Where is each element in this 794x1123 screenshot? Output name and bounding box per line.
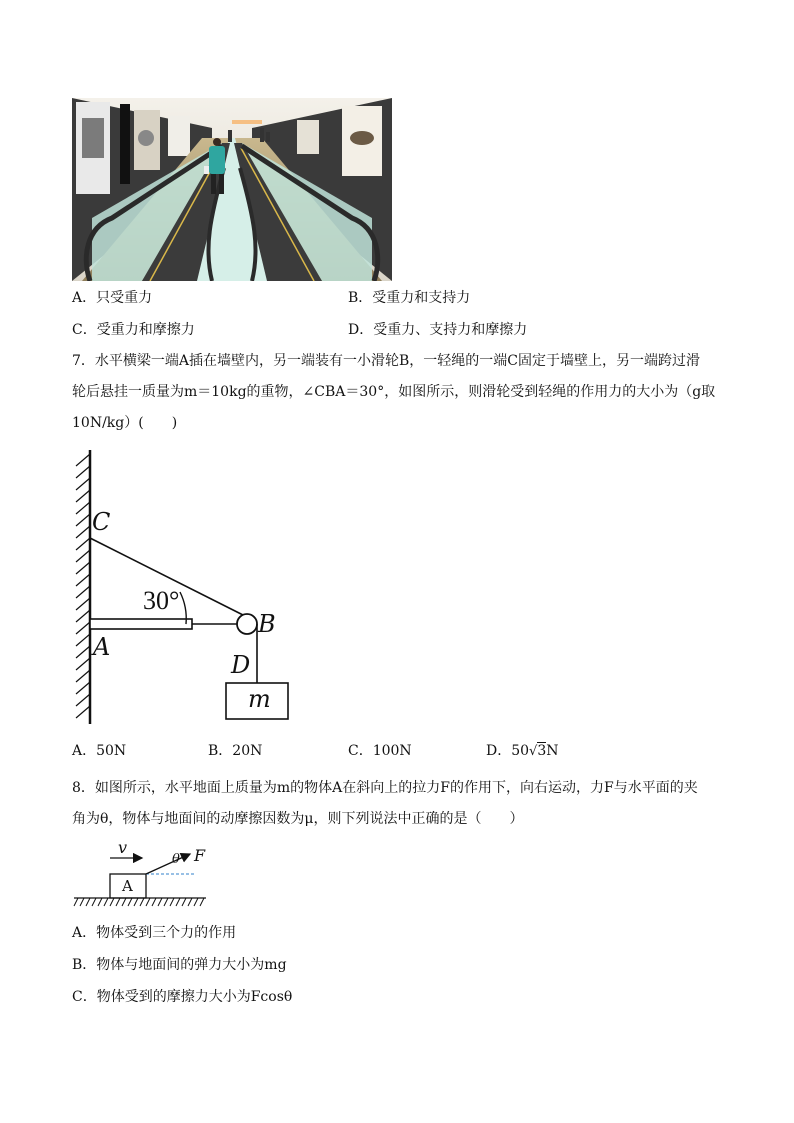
q7-label-m: m xyxy=(248,685,271,713)
pulley xyxy=(237,614,257,634)
q7-option-d-root: 3 xyxy=(537,743,547,759)
sqrt-sign: √ xyxy=(529,744,538,759)
escalator-photo xyxy=(72,98,392,281)
q7-option-d-unit: N xyxy=(546,743,559,759)
q7-label-a: A xyxy=(93,633,111,661)
beam xyxy=(90,619,192,629)
q8-block-figure xyxy=(72,840,212,912)
force-arrow xyxy=(146,854,190,874)
q7-label-b: B xyxy=(258,610,276,638)
q8-stem-line-2: 角为θ，物体与地面间的动摩擦因数为μ，则下列说法中正确的是（ ） xyxy=(72,811,524,827)
q7-option-c: C．100N xyxy=(348,743,412,759)
q6-option-c: C．受重力和摩擦力 xyxy=(72,322,195,338)
ground-hatching xyxy=(74,898,204,906)
q7-label-c: C xyxy=(92,508,111,536)
q8-option-a: A．物体受到三个力的作用 xyxy=(72,925,237,941)
q7-option-d xyxy=(486,741,559,762)
q7-option-d-prefix: D．50 xyxy=(486,743,530,759)
q8-option-c: C．物体受到的摩擦力大小为Fcosθ xyxy=(72,989,293,1005)
q7-option-a: A．50N xyxy=(72,743,127,759)
q7-angle-label: 30° xyxy=(143,586,180,615)
q8-label-f: F xyxy=(194,846,206,865)
q7-option-b: B．20N xyxy=(208,743,263,759)
q6-option-a: A．只受重力 xyxy=(72,290,153,306)
q7-stem-line-2: 轮后悬挂一质量为m＝10kg的重物，∠CBA＝30°，如图所示，则滑轮受到轻绳的作用力的大小为（g取 xyxy=(72,384,716,400)
wall-hatching xyxy=(76,454,90,718)
q7-label-d: D xyxy=(231,651,251,679)
q8-label-a: A xyxy=(122,877,133,895)
q6-option-b: B．受重力和支持力 xyxy=(348,290,471,306)
q7-stem-line-3: 10N/kg）( ) xyxy=(72,415,178,431)
q8-label-v: v xyxy=(118,838,128,857)
q8-label-theta: θ xyxy=(172,852,180,867)
q8-option-b: B．物体与地面间的弹力大小为mg xyxy=(72,957,287,973)
q8-stem-line-1: 8．如图所示，水平地面上质量为m的物体A在斜向上的拉力F的作用下，向右运动，力F与水平面的夹 xyxy=(72,780,698,796)
q7-pulley-figure xyxy=(70,446,310,728)
q6-option-d: D．受重力、支持力和摩擦力 xyxy=(348,322,528,338)
q7-stem-line-1: 7．水平横梁一端A插在墙壁内，另一端装有一小滑轮B，一轻绳的一端C固定于墙壁上，另一端跨过滑 xyxy=(72,353,701,369)
